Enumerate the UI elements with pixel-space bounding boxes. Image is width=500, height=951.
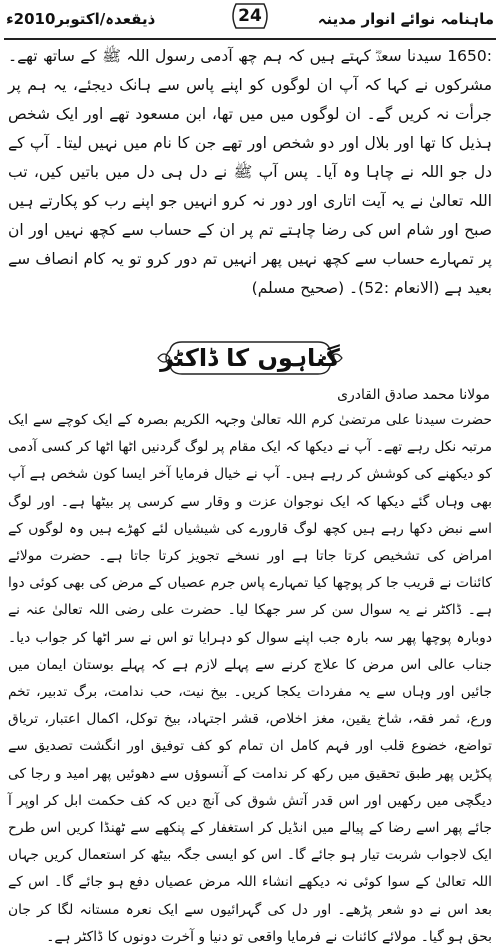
page-number: 24 (238, 6, 262, 26)
article-body (8, 407, 492, 951)
page-number-badge (228, 2, 272, 30)
issue-date: ذیقعدہ/اکتوبر2010ء (6, 10, 156, 28)
header-divider (4, 38, 496, 40)
hadith-text: :1650 سیدنا سعدؓ کہتے ہیں کہ ہم چھ آدمی رسول اللہ ﷺ کے ساتھ تھے۔ مشرکوں نے کہا کہ آپ ان لوگوں کو اپنے پاس سے ہانک دیجئے، یہ ہم پر جرأت نہ کریں گے۔ ان لوگوں میں میں تھا، ابن مسعود تھے اور ایک شخص ہذیل کا تھا اور بلال اور دو شخص اور تھے جن کا نام میں نہیں لیتا۔ آپ کے دل جو اللہ نے چاہا وہ آیا۔ پس آپ ﷺ نے دل ہی دل میں باتیں کیں، تب اللہ تعالیٰ نے یہ آیت اتاری اور دور نہ کرو انہیں جو اپنے رب کو پکارتے ہیں صبح اور شام اس کی رضا چاہتے تم پر ان کے حساب سے کچھ نہیں اور ان پر تمہارے حساب سے کچھ نہیں پھر انہیں تم دور کرو تو یہ کام انصاف سے بعید ہے (الانعام :52)۔ (صحیح مسلم) (8, 47, 492, 297)
magazine-title: ماہنامہ نوائے انوار مدینہ (317, 10, 494, 28)
article-title-frame (152, 336, 348, 380)
hadith-passage (8, 42, 492, 303)
article-author: مولانا محمد صادق القادری (337, 387, 490, 403)
article-title: گناہوں کا ڈاکٹر (160, 344, 340, 372)
article-body-text: حضرت سیدنا علی مرتضیٰ کرم اللہ تعالیٰ وجہہ الکریم بصرہ کے ایک کوچے سے ایک مرتبہ نکل رہے تھے۔ آپ نے دیکھا کہ ایک مقام پر لوگ گردنیں اٹھا اٹھا کر کسی آدمی کو دیکھنے کی کوشش کر رہے ہیں۔ آپ نے خیال فرمایا آخر ایسا کون شخص ہے آپ بھی وہاں گئے دیکھا کہ ایک نوجوان عزت و وقار سے کرسی پر بیٹھا ہے۔ اور لوگ اسے نبض دکھا رہے ہیں کچھ لوگ قارورے کی شیشیاں لئے کھڑے ہیں وہ لوگوں کے امراض کی تشخیص کرتا جاتا ہے اور نسخے تجویز کرتا جاتا ہے۔ حضرت مولائے کائنات نے قریب جا کر پوچھا کیا تمہارے پاس جرم عصیاں کے مرض کی بھی کوئی دوا ہے۔ ڈاکٹر نے یہ سوال سن کر سر جھکا لیا۔ حضرت علی رضی اللہ تعالیٰ عنہ نے دوبارہ پوچھا پھر سہ بارہ جب اپنے سوال کو دہرایا تو اس نے سر اٹھا کر جواب دیا۔ جناب عالی اس مرض کا علاج کرنے سے پہلے لازم ہے کہ پہلے بوستان ایمان میں جائیں اور وہاں سے یہ مفردات یکجا کریں۔ بیخ نیت، حب ندامت، برگ تدبیر، تخم ورع، ثمر فقہ، شاخ یقین، مغز اخلاص، قشر اجتہاد، بیخ توکل، اکمال اعتبار، تریاق تواضع، خضوع قلب اور فہم کامل ان تمام کو کف توفیق اور انگشت تصدیق سے پکڑیں پھر طبق تحقیق میں رکھ کر ندامت کے آنسوؤں سے دھوئیں پھر امید و رجا کی دیگچی میں رکھیں اور اس قدر آتش شوق کی آنچ دیں کہ کف حکمت ابل کر اوپر آ جائے پھر اسے رضا کے پیالے میں انڈیل کر استغفار کے پنکھے سے ٹھنڈا کریں اس طرح ایک لاجواب شربت تیار ہو جائے گا۔ اس کو ایسی جگہ بیٹھ کر استعمال کریں جہاں اللہ تعالیٰ کے سوا کوئی نہ دیکھے انشاء اللہ مرض عصیاں دفع ہو جائے گا۔ اس کے بعد اس نے دو شعر پڑھے۔ اور دل کی گہرائیوں سے ایک نعرہ مستانہ لگا کر جان بحق ہو گیا۔ مولائے کائنات نے فرمایا واقعی تو دنیا و آخرت دونوں کا ڈاکٹر ہے۔ (8, 412, 492, 945)
